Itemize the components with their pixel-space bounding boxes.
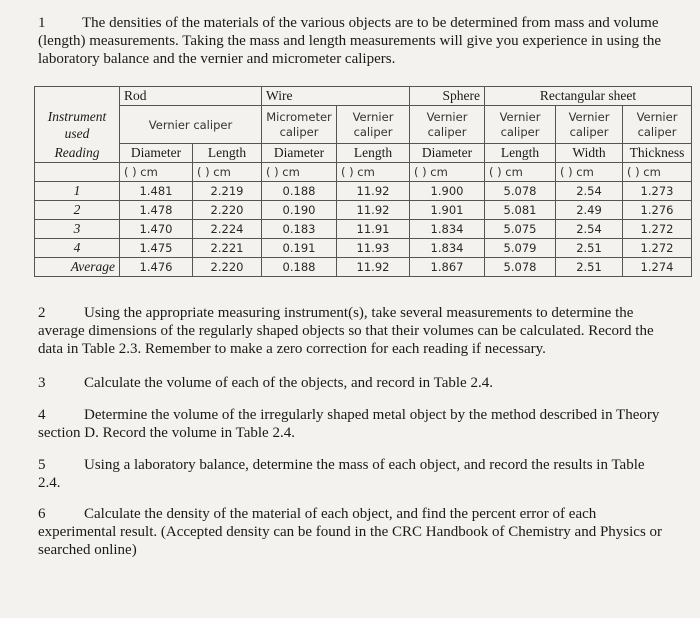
reading-cell: 1.900 — [410, 182, 485, 201]
unit-cell: ( ) cm — [262, 163, 337, 182]
reading-cell: 11.91 — [337, 220, 410, 239]
reading-cell: 2.51 — [556, 239, 623, 258]
unit-cell: ( ) cm — [120, 163, 193, 182]
reading-cell: 1.867 — [410, 258, 485, 277]
measurement-table — [34, 86, 692, 277]
reading-cell: 1.272 — [623, 239, 692, 258]
step-5 — [38, 456, 663, 492]
qty-rod-length: Length — [193, 144, 262, 163]
reading-cell: 1.476 — [120, 258, 193, 277]
instrument-label-line2: used — [64, 125, 90, 141]
reading-cell: 2.54 — [556, 182, 623, 201]
reading-cell: 2.54 — [556, 220, 623, 239]
reading-cell: 1.470 — [120, 220, 193, 239]
unit-cell: ( ) cm — [337, 163, 410, 182]
instrument-wire-length: Vernier caliper — [337, 106, 410, 144]
reading-cell: 2.220 — [193, 201, 262, 220]
step-6-number: 6 — [38, 506, 46, 522]
table-row — [35, 201, 692, 220]
step-5-number: 5 — [38, 457, 46, 473]
reading-cell: 1.475 — [120, 239, 193, 258]
reading-cell: 2.51 — [556, 258, 623, 277]
reading-cell: 1.478 — [120, 201, 193, 220]
instrument-sphere: Vernier caliper — [410, 106, 485, 144]
reading-label: Reading — [35, 144, 120, 163]
header-sphere: Sphere — [410, 87, 485, 106]
reading-cell: 1.276 — [623, 201, 692, 220]
table-row — [35, 182, 692, 201]
reading-cell: 5.078 — [485, 182, 556, 201]
reading-cell: 11.92 — [337, 182, 410, 201]
qty-sheet-thickness: Thickness — [623, 144, 692, 163]
reading-cell: 2.221 — [193, 239, 262, 258]
qty-wire-length: Length — [337, 144, 410, 163]
step-1 — [38, 14, 663, 68]
instrument-wire-diameter: Micrometer caliper — [262, 106, 337, 144]
reading-cell: 2.219 — [193, 182, 262, 201]
header-wire: Wire — [262, 87, 410, 106]
unit-cell: ( ) cm — [556, 163, 623, 182]
step-4-number: 4 — [38, 407, 46, 423]
table-row — [35, 258, 692, 277]
unit-cell: ( ) cm — [485, 163, 556, 182]
qty-sphere-diameter: Diameter — [410, 144, 485, 163]
instrument-rod: Vernier caliper — [120, 106, 262, 144]
unit-cell: ( ) cm — [410, 163, 485, 182]
reading-cell: 2.49 — [556, 201, 623, 220]
reading-cell: 1.273 — [623, 182, 692, 201]
step-5-text: Using a laboratory balance, determine the mass of each object, and record the results in Table 2.4. — [38, 457, 645, 491]
reading-cell: 1.272 — [623, 220, 692, 239]
step-2-number: 2 — [38, 305, 46, 321]
step-4-text: Determine the volume of the irregularly shaped metal object by the method described in Theory section D. Record the volume in Table 2.4. — [38, 407, 660, 441]
instrument-sheet-width: Vernier caliper — [556, 106, 623, 144]
reading-cell: 0.188 — [262, 182, 337, 201]
step-6 — [38, 505, 663, 559]
table-row — [35, 220, 692, 239]
row-label: 2 — [35, 201, 120, 220]
step-1-text: The densities of the materials of the various objects are to be determined from mass and volume (length) measurements. Taking the mass and length measurements will give you experience in using the laboratory balance and the vernier and micrometer calipers. — [38, 15, 662, 67]
reading-cell: 11.92 — [337, 201, 410, 220]
reading-cell: 11.92 — [337, 258, 410, 277]
instrument-label-line1: Instrument — [47, 108, 107, 124]
table-row — [35, 239, 692, 258]
header-rod: Rod — [120, 87, 262, 106]
reading-cell: 0.188 — [262, 258, 337, 277]
row-label: 4 — [35, 239, 120, 258]
unit-row-label — [35, 163, 120, 182]
instrument-used-label — [35, 106, 120, 144]
qty-wire-diameter: Diameter — [262, 144, 337, 163]
reading-cell: 0.191 — [262, 239, 337, 258]
step-3 — [38, 374, 663, 392]
step-2 — [38, 304, 663, 358]
reading-cell: 5.075 — [485, 220, 556, 239]
row-label: 1 — [35, 182, 120, 201]
reading-cell: 1.901 — [410, 201, 485, 220]
instrument-sheet-thickness: Vernier caliper — [623, 106, 692, 144]
unit-cell: ( ) cm — [623, 163, 692, 182]
qty-rod-diameter: Diameter — [120, 144, 193, 163]
step-6-text: Calculate the density of the material of each object, and find the percent error of each experimental result. (Accepted density can be found in the CRC Handbook of Chemistry and Physics or searched online) — [38, 506, 663, 558]
reading-cell: 1.834 — [410, 239, 485, 258]
instrument-sheet-length: Vernier caliper — [485, 106, 556, 144]
reading-cell: 1.481 — [120, 182, 193, 201]
row-label: 3 — [35, 220, 120, 239]
reading-cell: 5.081 — [485, 201, 556, 220]
reading-cell: 0.190 — [262, 201, 337, 220]
reading-cell: 2.220 — [193, 258, 262, 277]
reading-cell: 1.834 — [410, 220, 485, 239]
step-3-number: 3 — [38, 375, 46, 391]
reading-cell: 0.183 — [262, 220, 337, 239]
step-1-number: 1 — [38, 15, 46, 31]
reading-rows — [35, 182, 692, 277]
reading-cell: 2.224 — [193, 220, 262, 239]
unit-cell: ( ) cm — [193, 163, 262, 182]
step-4 — [38, 406, 663, 442]
step-3-text: Calculate the volume of each of the objects, and record in Table 2.4. — [84, 375, 493, 391]
reading-cell: 5.078 — [485, 258, 556, 277]
reading-cell: 1.274 — [623, 258, 692, 277]
corner-cell — [35, 87, 120, 106]
step-2-text: Using the appropriate measuring instrument(s), take several measurements to determine the average dimensions of the regularly shaped objects so that their volumes can be calculated. Record the data in Table 2.3. Remember to make a zero correction for each reading if necessary. — [38, 305, 654, 357]
qty-sheet-length: Length — [485, 144, 556, 163]
reading-cell: 11.93 — [337, 239, 410, 258]
reading-cell: 5.079 — [485, 239, 556, 258]
row-label: Average — [35, 258, 120, 277]
qty-sheet-width: Width — [556, 144, 623, 163]
header-rectangular-sheet: Rectangular sheet — [485, 87, 692, 106]
